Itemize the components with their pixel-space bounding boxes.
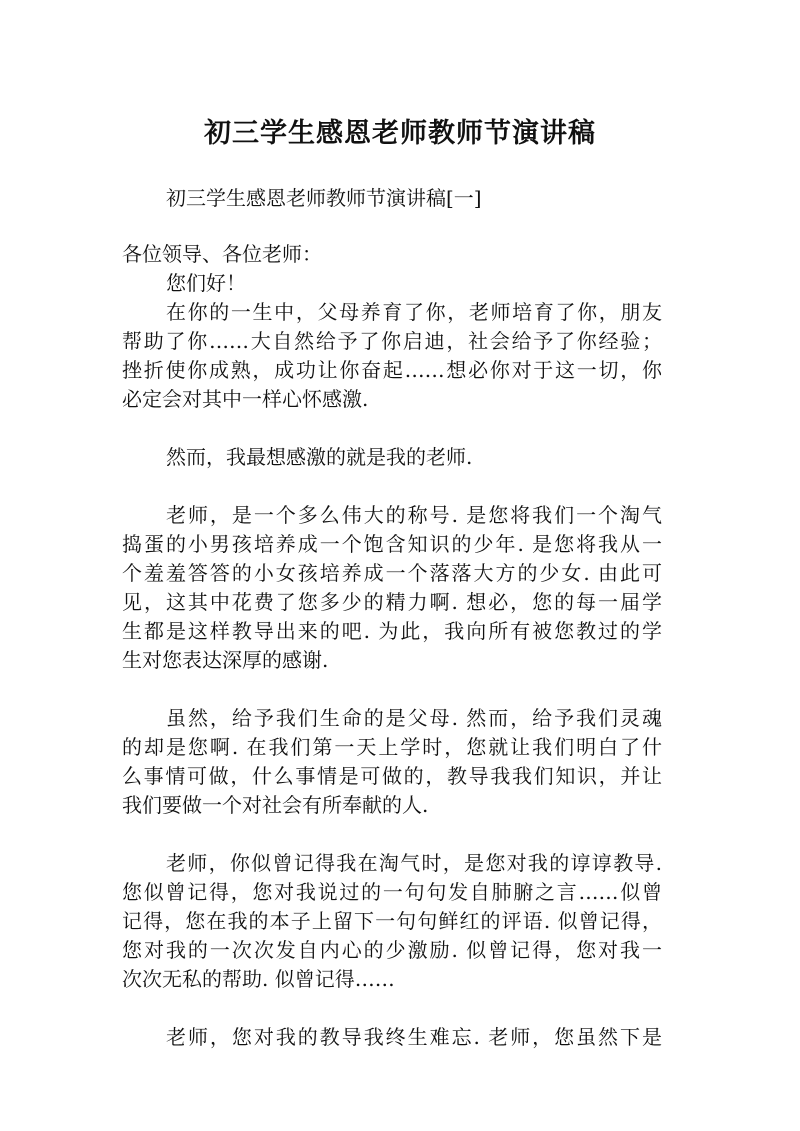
paragraph-line: 生都是这样教导出来的吧. 为此，我向所有被您教过的学	[122, 619, 662, 643]
paragraph-line: 么事情可做，什么事情是可做的，教导我我们知识，并让	[122, 764, 662, 788]
paragraph-line: 生对您表达深厚的感谢.	[122, 648, 329, 672]
paragraph-line: 然而，我最想感激的就是我的老师.	[166, 445, 473, 469]
salutation: 各位领导、各位老师：	[122, 242, 322, 266]
paragraph-gap	[122, 472, 662, 501]
paragraph-line: 老师，是一个多么伟大的称号. 是您将我们一个淘气	[166, 503, 662, 527]
paragraph-gap	[122, 675, 662, 704]
paragraph-line: 我们要做一个对社会有所奉献的人.	[122, 793, 429, 817]
paragraph-gap	[122, 414, 662, 443]
paragraph	[122, 501, 662, 675]
document-subtitle: 初三学生感恩老师教师节演讲稿[一]	[166, 186, 482, 210]
paragraph-line: 老师，您对我的教导我终生难忘. 老师，您虽然下是	[166, 1025, 662, 1049]
paragraph-line: 捣蛋的小男孩培养成一个饱含知识的少年. 是您将我从一	[122, 532, 662, 556]
paragraph-line: 的却是您啊. 在我们第一天上学时，您就让我们明白了什	[122, 735, 662, 759]
paragraph-gap	[122, 994, 662, 1023]
paragraph	[122, 1023, 662, 1052]
paragraph-line: 个羞羞答答的小女孩培养成一个落落大方的少女. 由此可	[122, 561, 662, 585]
paragraph	[122, 849, 662, 994]
paragraph	[122, 298, 662, 414]
paragraph-line: 您似曾记得，您对我说过的一句句发自肺腑之言……似曾	[122, 880, 662, 904]
paragraph-line: 次次无私的帮助. 似曾记得……	[122, 967, 395, 991]
paragraph	[122, 704, 662, 820]
paragraph-line: 帮助了你……大自然给予了你启迪，社会给予了你经验；	[122, 329, 662, 353]
paragraph-line: 见，这其中花费了您多少的精力啊. 想必，您的每一届学	[122, 590, 662, 614]
greeting: 您们好！	[166, 271, 246, 295]
paragraph-line: 老师，你似曾记得我在淘气时，是您对我的谆谆教导.	[166, 851, 662, 875]
paragraph-line: 在你的一生中，父母养育了你，老师培育了你，朋友	[166, 300, 662, 324]
document-body	[122, 240, 662, 1052]
paragraph-line: 记得，您在我的本子上留下一句句鲜红的评语. 似曾记得，	[122, 909, 662, 933]
paragraph-gap	[122, 820, 662, 849]
paragraph-line: 必定会对其中一样心怀感激.	[122, 387, 369, 411]
paragraph	[122, 443, 662, 472]
paragraph-line: 您对我的一次次发自内心的少激励. 似曾记得，您对我一	[122, 938, 662, 962]
document-title: 初三学生感恩老师教师节演讲稿	[204, 118, 596, 149]
paragraph-line: 挫折使你成熟，成功让你奋起……想必你对于这一切，你	[122, 358, 662, 382]
paragraph-line: 虽然，给予我们生命的是父母. 然而，给予我们灵魂	[166, 706, 662, 730]
